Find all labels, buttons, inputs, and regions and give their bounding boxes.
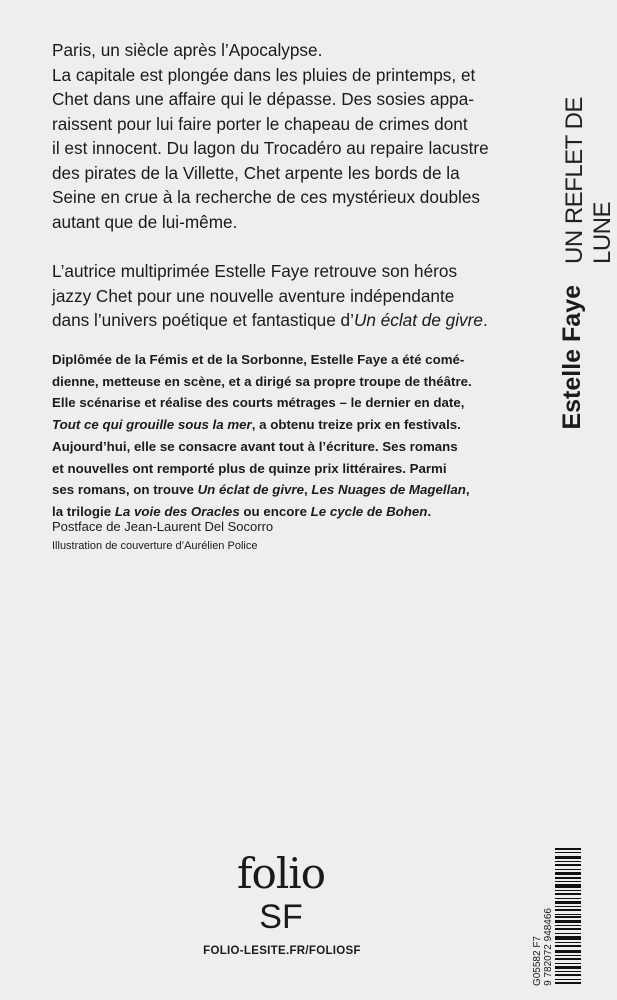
barcode-code: [533, 846, 543, 986]
blurb-line: Seine en crue à la recherche de ces mystérieux doubles: [52, 187, 481, 207]
bio-line: [52, 479, 522, 501]
website-link[interactable]: FOLIO-LESITE.FR/FOLIOSF: [203, 945, 361, 957]
book-title: Les Nuages de Magellan: [311, 482, 466, 498]
blurb-paragraph-1: [52, 38, 522, 234]
author-bio: [52, 349, 522, 523]
book-title: Un éclat de givre: [353, 310, 483, 330]
blurb-text: dans l’univers poétique et fantastique d’: [52, 310, 354, 330]
book-title: Un éclat de givre: [197, 482, 304, 498]
film-title: Tout ce qui grouille sous la mer: [52, 417, 252, 433]
blurb-line: il est innocent. Du lagon du Trocadéro au repaire lacustre: [52, 138, 489, 158]
bio-line: Elle scénarise et réalise des courts métrages – le dernier en date,: [52, 395, 465, 411]
blurb-line: jazzy Chet pour une nouvelle aventure indépendante: [52, 285, 455, 306]
blurb-line: des pirates de la Villette, Chet arpente les bords de la: [52, 162, 460, 183]
barcode-bars-icon: [555, 846, 581, 986]
book-title: La voie des Oracles: [114, 503, 240, 519]
book-title: Le cycle de Bohen: [310, 503, 428, 519]
spine-title: [561, 44, 616, 264]
barcode-ean-text: 9 782072 948466: [543, 908, 554, 986]
blurb-text: .: [482, 310, 488, 330]
blurb-line: raissent pour lui faire porter le chapeau de crimes dont: [52, 113, 468, 134]
blurb-line: [52, 308, 522, 333]
blurb-line: Chet dans une affaire qui le dépasse. Des sosies appa-: [52, 89, 474, 109]
folio-sf-logo: [231, 849, 331, 936]
logo-folio-text: folio: [237, 849, 325, 898]
spine-title-text: UN REFLET DE LUNE: [561, 97, 616, 264]
barcode-ean: [544, 846, 554, 986]
bio-text: ou encore: [239, 503, 311, 519]
bio-line: [52, 414, 522, 436]
bio-text: , a obtenu treize prix en festivals.: [251, 417, 461, 433]
blurb-line: La capitale est plongée dans les pluies de printemps, et: [52, 64, 476, 85]
barcode: [533, 846, 583, 986]
bio-line: dienne, metteuse en scène, et a dirigé sa propre troupe de théâtre.: [52, 373, 472, 389]
bio-text: ses romans, on trouve: [52, 482, 198, 498]
bio-line: Aujourd’hui, elle se consacre avant tout à l’écriture. Ses romans: [52, 438, 458, 454]
blurb-line: autant que de lui-même.: [52, 211, 238, 232]
bio-text: .: [427, 503, 432, 519]
logo-sf-text: SF: [259, 898, 303, 936]
spine-author: [556, 285, 588, 450]
blurb-line: L’autrice multiprimée Estelle Faye retrouve son héros: [52, 261, 458, 281]
blurb-paragraph-2: [52, 259, 522, 333]
illustration-credit: Illustration de couverture d’Aurélien Police: [52, 540, 258, 552]
bio-text: ,: [465, 482, 470, 498]
spine-author-text: Estelle Faye: [558, 285, 586, 430]
bio-text: la trilogie: [52, 503, 115, 519]
postface-credit: Postface de Jean-Laurent Del Socorro: [52, 519, 274, 534]
bio-line: Diplômée de la Fémis et de la Sorbonne, Estelle Faye a été comé-: [52, 352, 465, 367]
bio-text: ,: [304, 482, 312, 498]
bio-line: et nouvelles ont remporté plus de quinze prix littéraires. Parmi: [52, 460, 447, 476]
blurb-line: Paris, un siècle après l’Apocalypse.: [52, 40, 323, 60]
barcode-code-text: G05582 F7: [532, 935, 543, 986]
